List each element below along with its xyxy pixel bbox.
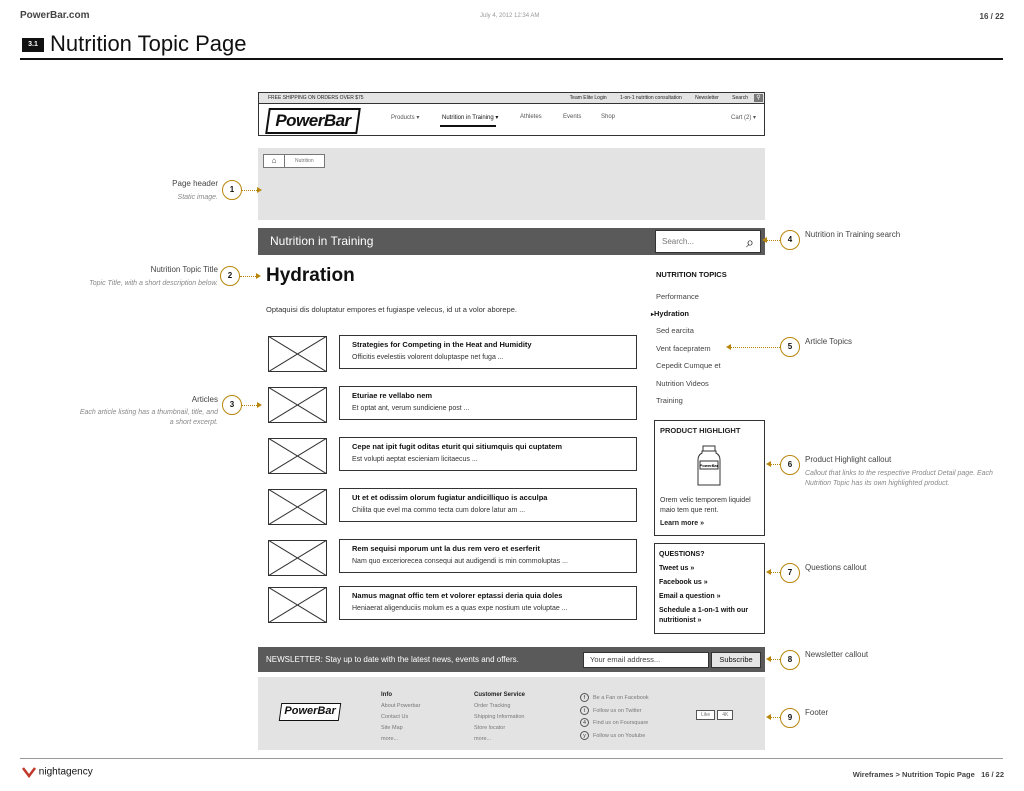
search-link[interactable]: Search [732,95,748,101]
annotation-badge: 5 [780,337,800,357]
annotation-arrow-icon [257,402,262,408]
magnifier-icon[interactable]: ⌕ [746,234,754,250]
annotation-note: Each article listing has a thumbnail, title, and a short excerpt. [79,409,218,426]
footer-link[interactable]: Contact Us [381,714,409,720]
annotation-badge: 3 [222,395,242,415]
annotation-badge: 2 [220,266,240,286]
twitter-icon: t [580,706,589,715]
twitter-link[interactable]: t Follow us on Twitter [580,705,649,718]
foursquare-link[interactable]: 4 Find us on Foursquare [580,717,649,730]
nav-events[interactable]: Events [563,114,582,120]
team-elite-login-link[interactable]: Team Elite Login [569,95,607,101]
footer-info-heading: Info [381,692,392,698]
article-item[interactable] [339,335,637,369]
topic-link[interactable]: Vent facepratem [656,344,711,353]
annotation-connector [771,717,780,718]
annotation-label: Page header [172,179,218,188]
powerbar-logo[interactable]: PowerBar [265,108,361,134]
facebook-like-widget[interactable] [696,710,735,720]
questions-heading: QUESTIONS? [659,551,705,558]
annotation-badge: 7 [780,563,800,583]
breadcrumb [263,154,325,168]
annotation-badge: 6 [780,455,800,475]
footer-link[interactable]: more... [381,736,399,742]
nav-athletes[interactable]: Athletes [520,114,542,120]
doc-page-number: 16 / 22 [979,12,1004,21]
email-question-link[interactable]: Email a question » [659,593,721,600]
article-item[interactable] [339,539,637,573]
bottom-divider [20,758,1003,759]
nav-nutrition-in-training[interactable]: Nutrition in Training ▾ [442,115,499,121]
annotation-label: Footer [805,708,829,717]
doc-site-name: PowerBar.com [20,10,90,21]
product-highlight-body: Orem velic temporem liquidel maio tem que rent. [660,497,751,514]
topic-link[interactable]: Cepedit Cumque et [656,361,721,370]
utility-bar [258,92,765,104]
annotation-badge: 8 [780,650,800,670]
like-count: 4K [717,710,733,720]
facebook-icon: f [580,693,589,702]
article-item[interactable] [339,488,637,522]
topic-link-nutrition-videos[interactable]: Nutrition Videos [656,379,709,388]
section-title: Nutrition Topic Page [50,31,247,56]
article-excerpt: Chilita que evel ma commo tecta cum dolore latur am ... [352,507,526,514]
category-bar-title: Nutrition in Training [258,228,765,255]
article-title[interactable]: Ut et et odissim olorum fugiatur andicilliquo is acculpa [352,493,548,502]
footer-info-column [381,690,420,745]
annotation-connector [242,405,257,406]
annotation-label: Articles [191,395,218,404]
learn-more-link[interactable]: Learn more » [660,520,704,527]
facebook-us-link[interactable]: Facebook us » [659,579,708,586]
annotation-connector [771,464,780,465]
article-title[interactable]: Eturiae re vellabo nem [352,391,433,400]
subscribe-button[interactable]: Subscribe [711,652,761,668]
annotation-note: Topic Title, with a short description below. [89,280,218,287]
article-excerpt: Heniaerat aligenduciis molum es a quas expe nostium ute voluptae ... [352,605,568,612]
footer-customer-service-column [474,690,525,745]
annotation-connector [771,572,780,573]
annotation-note: Static image. [177,194,218,201]
article-thumbnail-image[interactable] [268,336,327,372]
footer-link[interactable]: Shipping Information [474,714,525,720]
annotation-label: Nutrition Topic Title [150,265,218,274]
product-highlight-heading: PRODUCT HIGHLIGHT [660,426,741,435]
footer-powerbar-logo[interactable]: PowerBar [279,703,342,721]
nutrition-search-input[interactable]: Search... ⌕ [655,230,761,253]
annotation-badge: 4 [780,230,800,250]
foursquare-icon: 4 [580,718,589,727]
nav-active-indicator [440,125,496,127]
annotation-arrow-icon [257,187,262,193]
breadcrumb-nutrition[interactable]: Nutrition [285,154,325,168]
nightagency-logo: nightagency [22,766,93,778]
article-thumbnail-image[interactable] [268,489,327,525]
annotation-arrow-icon [256,273,261,279]
topic-link-hydration[interactable]: ▸Hydration [651,309,690,318]
newsletter-link[interactable]: Newsletter [695,95,719,101]
search-icon[interactable]: ⚲ [754,94,763,102]
site-footer [258,677,765,750]
youtube-icon: y [580,731,589,740]
consultation-link[interactable]: 1-on-1 nutrition consultation [620,95,682,101]
cart-link[interactable]: Cart (2) ▾ [730,115,756,121]
tweet-us-link[interactable]: Tweet us » [659,565,695,572]
annotation-label: Newsletter callout [805,650,869,659]
title-divider [20,58,1003,60]
article-thumbnail-image[interactable] [268,387,327,423]
article-title[interactable]: Namus magnat offic tem et volorer eptassi deria quia doles [352,591,563,600]
article-title[interactable]: Cepe nat ipit fugit oditas eturit qui sitiumquis qui cuptatem [352,442,563,451]
footer-social-links [580,692,649,742]
schedule-consultation-link[interactable]: Schedule a 1-on-1 with our nutritionist » [659,607,749,624]
facebook-link[interactable]: f Be a Fan on Facebook [580,692,649,705]
footer-cs-heading: Customer Service [474,692,526,698]
topic-description: Optaquisi dis doluptatur empores et fugiaspe velecus, id ut a volor aborepe. [266,305,517,314]
nightagency-mark-icon [22,766,36,778]
main-nav [258,104,765,136]
questions-callout [654,543,765,634]
article-item[interactable] [339,386,637,420]
annotation-connector [242,190,257,191]
like-button[interactable]: Like [696,710,715,720]
annotation-label: Nutrition in Training search [805,230,901,239]
annotation-connector [771,659,780,660]
newsletter-text: NEWSLETTER: Stay up to date with the latest news, events and offers. [258,647,765,672]
free-shipping-promo: FREE SHIPPING ON ORDERS OVER $75 [268,95,364,101]
article-title[interactable]: Rem sequisi mporum unt la dus rem vero et eserferit [352,544,540,553]
annotation-badge: 1 [222,180,242,200]
footer-link[interactable]: Site Map [381,725,403,731]
doc-footer-breadcrumb: Wireframes > Nutrition Topic Page 16 / 22 [852,770,1004,779]
topic-title: Hydration [266,265,355,286]
topic-link-training[interactable]: Training [656,396,683,405]
newsletter-email-input[interactable]: Your email address... [583,652,709,668]
article-thumbnail-image[interactable] [268,587,327,623]
article-excerpt: Officitis evelestiis volorent doluptaspe net fuga ... [352,354,504,361]
nav-shop[interactable]: Shop [601,114,616,120]
footer-link[interactable]: About Powerbar [381,703,421,709]
annotation-label: Article Topics [805,337,852,346]
section-number-badge: 3.1 [22,38,44,52]
topic-link[interactable]: Sed earcita [656,326,694,335]
doc-date: July 4, 2012 12:34 AM [480,13,540,19]
product-bottle-icon[interactable] [697,445,721,487]
article-excerpt: Nam quo exceriorecea consequi aut audigendi is min commoluptas ... [352,558,568,565]
annotation-label: Product Highlight callout [805,455,892,464]
product-bottle-label: PowerBar [699,463,719,468]
footer-link[interactable]: Store locator [474,725,506,731]
article-item[interactable] [339,437,637,471]
youtube-link[interactable]: y Follow us on Youtube [580,730,649,743]
annotation-note: Callout that links to the respective Product Detail page. Each Nutrition Topic has its own highlighted product. [805,470,993,487]
footer-link[interactable]: more... [474,736,492,742]
annotation-badge: 9 [780,708,800,728]
annotation-connector [731,347,780,348]
article-item[interactable] [339,586,637,620]
annotation-label: Questions callout [805,563,867,572]
annotation-connector [240,276,256,277]
selected-caret-icon: ▸ [651,312,655,318]
product-highlight-callout [654,420,765,536]
page-header-image [258,148,765,220]
article-excerpt: Et optat ant, verum sundiciene post ... [352,405,470,412]
nav-products[interactable]: Products ▾ [391,115,420,121]
topic-link-performance[interactable]: Performance [656,292,699,301]
nutrition-topics-heading: NUTRITION TOPICS [656,270,727,279]
footer-link[interactable]: Order Tracking [474,703,511,709]
article-title[interactable]: Strategies for Competing in the Heat and Humidity [352,340,532,349]
article-excerpt: Est volupti aeptat escieniam licitaecus ... [352,456,478,463]
annotation-connector [767,240,780,241]
home-icon[interactable]: ⌂ [263,154,285,168]
article-thumbnail-image[interactable] [268,438,327,474]
article-thumbnail-image[interactable] [268,540,327,576]
